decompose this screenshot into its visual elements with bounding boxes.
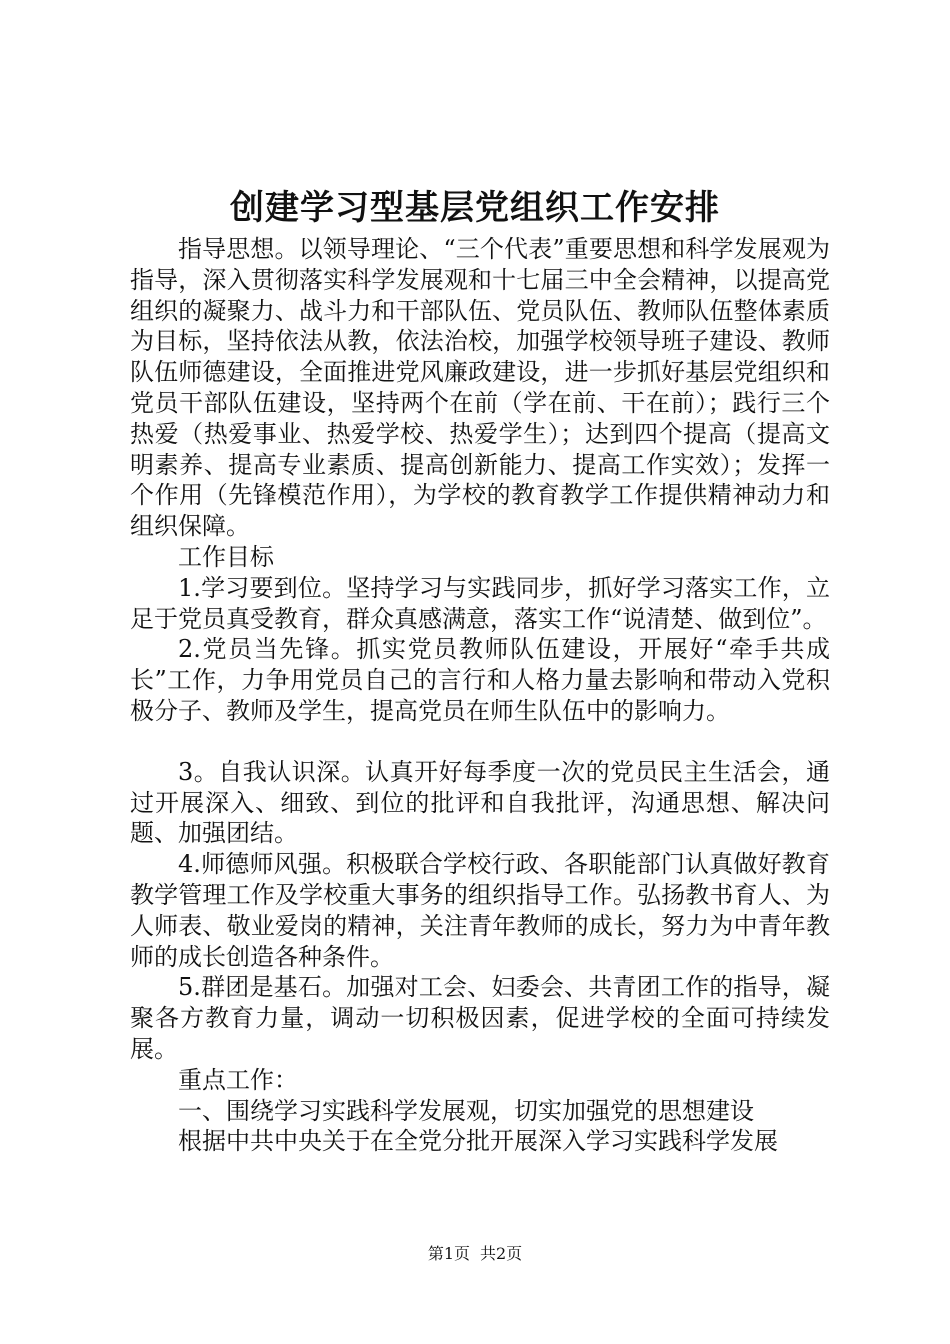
page-number-current: 第1页 [427,1244,470,1263]
heading-key-work: 重点工作： [178,1065,298,1094]
paragraph-goal-3: 3。自我认识深。认真开好每季度一次的党员民主生活会，通过开展深入、细致、到位的批评和自我批评，沟通思想、解决问题、加强团结。 [130,757,830,848]
document-body [130,234,830,1157]
page-number-total: 共2页 [480,1244,523,1263]
paragraph-goal-5: 5.群团是基石。加强对工会、妇委会、共青团工作的指导，凝聚各方教育力量，调动一切积极因素，促进学校的全面可持续发展。 [130,973,830,1063]
document-title: 创建学习型基层党组织工作安排 [230,188,720,228]
paragraph-goal-4: 4.师德师风强。积极联合学校行政、各职能部门认真做好教育教学管理工作及学校重大事务的组织指导工作。弘扬教书育人、为人师表、敬业爱岗的精神，关注青年教师的成长，努力为中青年教师的成长创造各种条件。 [130,850,830,971]
page-footer [0,1244,950,1264]
paragraph-goal-2: 2.党员当先锋。抓实党员教师队伍建设，开展好“牵手共成长”工作，力争用党员自己的言行和人格力量去影响和带动入党积极分子、教师及学生，提高党员在师生队伍中的影响力。 [130,635,830,725]
paragraph-section-1-start: 根据中共中央关于在全党分批开展深入学习实践科学发展 [178,1127,778,1156]
heading-section-1: 一、围绕学习实践科学发展观，切实加强党的思想建设 [178,1096,754,1125]
paragraph-guiding-ideology: 指导思想。以领导理论、“三个代表”重要思想和科学发展观为指导，深入贯彻落实科学发展观和十七届三中全会精神，以提高党组织的凝聚力、战斗力和干部队伍、党员队伍、教师队伍整体素质为目标，坚持依法从教，依法治校，加强学校领导班子建设、教师队伍师德建设，全面推进党风廉政建设，进一步抓好基层党组织和党员干部队伍建设，坚持两个在前（学在前、干在前）；践行三个热爱（热爱事业、热爱学校、热爱学生）；达到四个提高（提高文明素养、提高专业素质、提高创新能力、提高工作实效）；发挥一个作用（先锋模范作用），为学校的教育教学工作提供精神动力和组织保障。 [130,235,830,541]
paragraph-goal-1: 1.学习要到位。坚持学习与实践同步，抓好学习落实工作，立足于党员真受教育，群众真感满意，落实工作“说清楚、做到位”。 [130,573,830,633]
heading-work-goals: 工作目标 [178,542,274,571]
